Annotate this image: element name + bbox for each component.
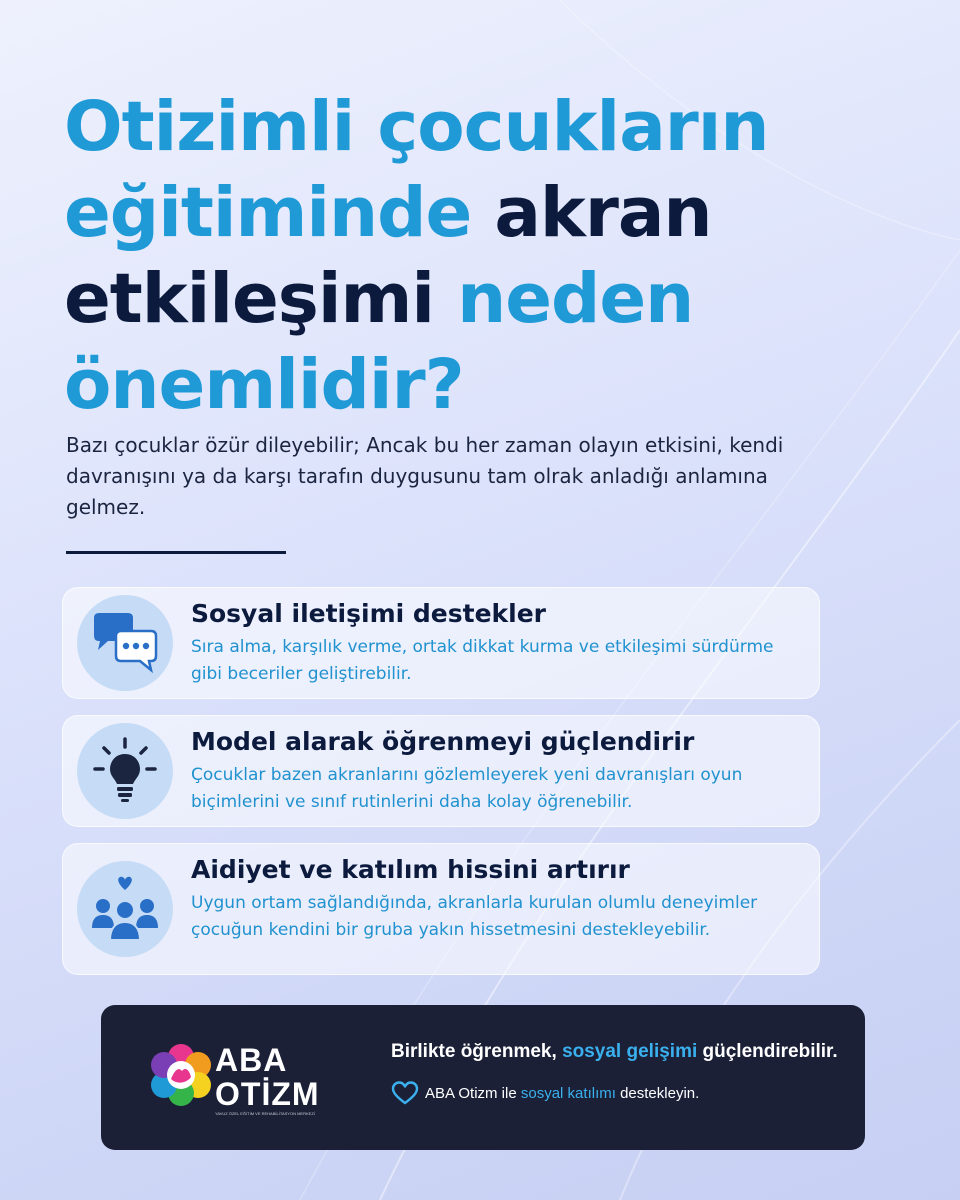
chat-bubbles-icon [90,612,160,674]
title-line-4: önemlidir? [64,345,464,425]
card-belonging [62,843,820,975]
footer-subline-a: ABA Otizm ile [425,1084,517,1102]
logo-tagline: YAVUZ ÖZEL EĞİTİM VE REHABİLİTASYON MERKEZİ [215,1111,315,1116]
card-text: Çocuklar bazen akranlarını gözlemleyerek yeni davranışları oyun biçimlerini ve sınıf rutinlerini daha kolay öğrenebilir. [191,765,743,812]
title-line-2b: akran [494,173,712,253]
card-icon-circle [77,723,173,819]
page-title [64,84,904,428]
footer-headline-a: Birlikte öğrenmek, [391,1041,557,1062]
footer-banner [101,1005,865,1150]
card-model-learning [62,715,820,827]
footer-subline-highlight: sosyal katılımı [520,1084,616,1102]
title-line-1: Otizimli çocukların [64,87,769,167]
group-heart-icon [89,876,161,942]
title-line-2a: eğitiminde [64,173,472,253]
footer-headline-b: güçlendirebilir. [702,1041,838,1062]
card-social-communication [62,587,820,699]
heart-outline-icon [391,1081,419,1105]
footer-headline [391,1041,838,1063]
card-text: Sıra alma, karşılık verme, ortak dikkat kurma ve etkileşimi sürdürme gibi beceriler geliştirebilir. [191,637,774,684]
lead-paragraph: Bazı çocuklar özür dileyebilir; Ancak bu her zaman olayın etkisini, kendi davranışını ya da karşı tarafın duygusunu tam olrak anladığı anlamına gelmez. [66,433,784,519]
brand-logo [149,1039,339,1119]
card-title: Sosyal iletişimi destekler [191,599,547,628]
flower-hands-logo-icon [149,1043,213,1107]
card-title: Aidiyet ve katılım hissini artırır [191,855,630,884]
logo-line-2: OTİZM [215,1076,320,1112]
footer-headline-highlight: sosyal gelişimi [562,1041,698,1062]
logo-line-1: ABA [215,1042,288,1078]
divider [66,551,286,554]
title-line-3b: neden [457,259,694,339]
card-title: Model alarak öğrenmeyi güçlendirir [191,727,695,756]
footer-subline-b: destekleyin. [620,1084,700,1102]
card-icon-circle [77,595,173,691]
footer-subline [391,1081,699,1105]
title-line-3a: etkileşimi [64,259,435,339]
lightbulb-icon [90,736,160,806]
card-text: Uygun ortam sağlandığında, akranlarla kurulan olumlu deneyimler çocuğun kendini bir gruba yakın hissetmesini destekleyebilir. [191,893,758,940]
card-icon-circle [77,861,173,957]
